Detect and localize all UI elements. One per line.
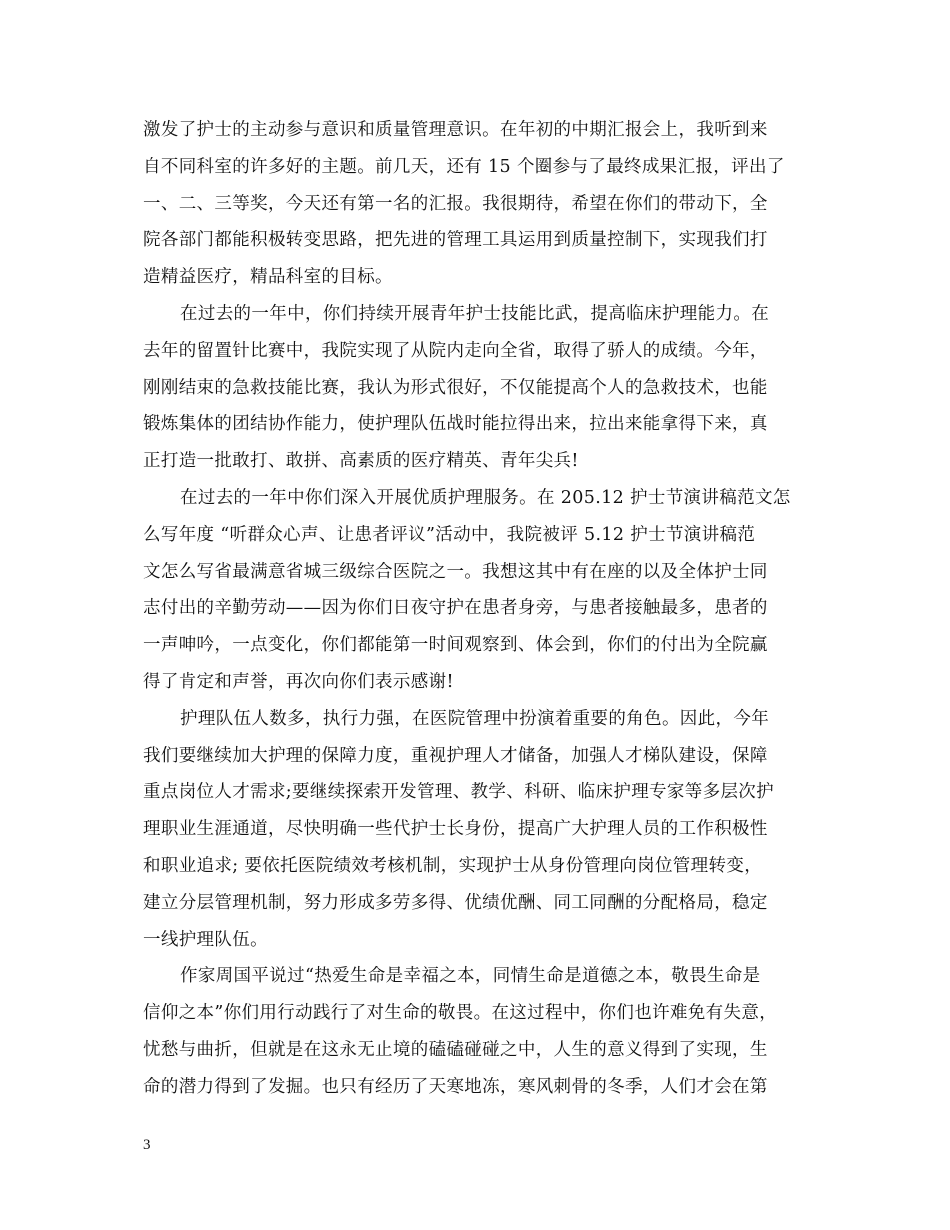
text-line: 志付出的辛勤劳动——因为你们日夜守护在患者身旁，与患者接触最多，患者的 (143, 598, 768, 619)
text-line: 正打造一批敢打、敢拼、高素质的医疗精英、青年尖兵! (143, 451, 579, 472)
text-line: 去年的留置针比赛中，我院实现了从院内走向全省，取得了骄人的成绩。今年， (143, 340, 768, 361)
text-line: 重点岗位人才需求;要继续探索开发管理、教学、科研、临床护理专家等多层次护 (143, 782, 774, 803)
text-line: 得了肯定和声誉，再次向你们表示感谢! (143, 671, 454, 692)
text-line: 院各部门都能积极转变思路，把先进的管理工具运用到质量控制下，实现我们打 (143, 230, 768, 251)
text-line: 么写年度 “听群众心声、让患者评议”活动中，我院被评 5.12 护士节演讲稿范 (143, 524, 756, 545)
text-line: 文怎么写省最满意省城三级综合医院之一。我想这其中有在座的以及全体护士同 (143, 561, 768, 582)
text-line: 命的潜力得到了发掘。也只有经历了天寒地冻，寒风刺骨的冬季，人们才会在第 (143, 1076, 768, 1097)
text-line: 一、二、三等奖，今天还有第一名的汇报。我很期待，希望在你们的带动下，全 (143, 193, 768, 214)
text-line: 刚刚结束的急救技能比赛，我认为形式很好，不仅能提高个人的急救技术，也能 (143, 377, 768, 398)
text-line: 一线护理队伍。 (143, 929, 268, 950)
text-line: 自不同科室的许多好的主题。前几天，还有 15 个圈参与了最终成果汇报，评出了 (143, 156, 785, 177)
paragraph-first-line: 作家周国平说过“热爱生命是幸福之本，同情生命是道德之本，敬畏生命是 (180, 966, 761, 987)
paragraph-first-line: 在过去的一年中，你们持续开展青年护士技能比武，提高临床护理能力。在 (180, 303, 770, 324)
text-line: 和职业追求; 要依托医院绩效考核机制，实现护士从身份管理向岗位管理转变， (143, 855, 763, 876)
page-number: 3 (143, 1137, 151, 1153)
text-line: 建立分层管理机制，努力形成多劳多得、优绩优酬、同工同酬的分配格局，稳定 (143, 892, 768, 913)
text-line: 忧愁与曲折，但就是在这永无止境的磕磕碰碰之中，人生的意义得到了实现，生 (143, 1039, 768, 1060)
paragraph-first-line: 护理队伍人数多，执行力强，在医院管理中扮演着重要的角色。因此，今年 (180, 708, 770, 729)
text-line: 信仰之本”你们用行动践行了对生命的敬畏。在这过程中，你们也许难免有失意， (143, 1003, 778, 1024)
text-line: 一声呻吟，一点变化，你们都能第一时间观察到、体会到，你们的付出为全院赢 (143, 635, 768, 656)
body-text (143, 112, 811, 1106)
text-line: 造精益医疗，精品科室的目标。 (143, 267, 393, 288)
text-line: 我们要继续加大护理的保障力度，重视护理人才储备，加强人才梯队建设，保障 (143, 745, 768, 766)
paragraph-first-line: 在过去的一年中你们深入开展优质护理服务。在 205.12 护士节演讲稿范文怎 (180, 487, 791, 508)
text-line: 理职业生涯通道，尽快明确一些代护士长身份，提高广大护理人员的工作积极性 (143, 819, 768, 840)
text-line: 激发了护士的主动参与意识和质量管理意识。在年初的中期汇报会上，我听到来 (143, 120, 768, 140)
text-line: 锻炼集体的团结协作能力，使护理队伍战时能拉得出来，拉出来能拿得下来，真 (143, 414, 768, 435)
